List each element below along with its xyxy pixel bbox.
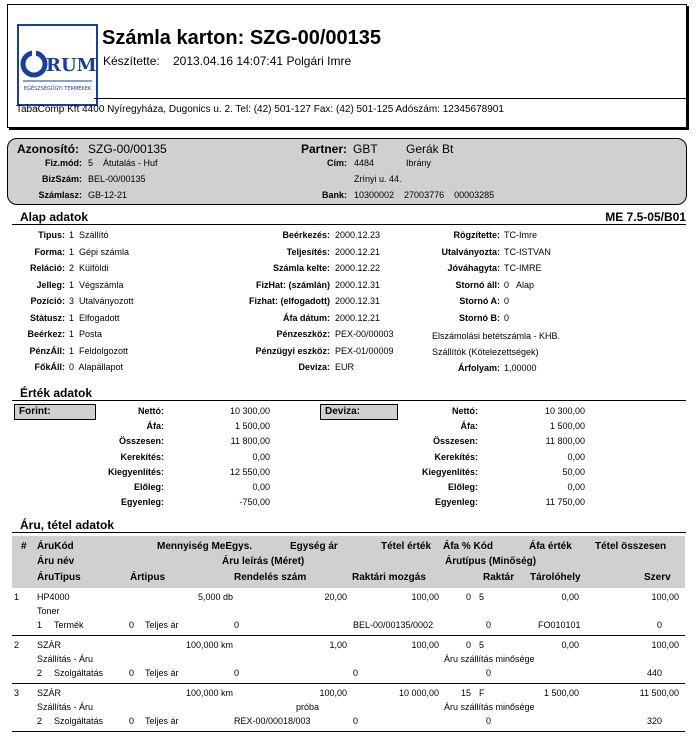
partner-name: Gerák Bt <box>406 142 454 156</box>
row-number: 2 <box>14 640 20 650</box>
col-szerv: Szerv <box>644 572 671 583</box>
row-type-code: 1 <box>37 620 43 630</box>
deviza-row-label: Összesen: <box>432 436 478 447</box>
field-value: 1 Szállító <box>69 230 109 240</box>
field-value: 2000.12.31 <box>335 296 381 306</box>
row-szerv: 440 <box>646 668 662 678</box>
header-divider <box>94 98 686 99</box>
row-warehouse: 0 <box>486 620 492 630</box>
row-arukod: HP4000 <box>37 592 70 602</box>
row-order-number: REX-00/00018/003 <box>234 716 311 726</box>
field-label: FőkÁll: <box>34 362 65 372</box>
row-vat-pct: 0 <box>465 592 471 602</box>
row-quantity: 100,000 km <box>185 640 233 650</box>
row-unit-price: 100,00 <box>319 688 347 698</box>
field-value: TC-IMRE <box>504 263 542 273</box>
row-vat-pct: 15 <box>460 688 471 698</box>
col-raktarimozgas: Raktári mozgás <box>352 572 426 583</box>
row-value: 100,00 <box>411 640 439 650</box>
row-warehouse: 0 <box>486 668 492 678</box>
col-aruleiras: Áru leírás (Méret) <box>222 556 305 567</box>
row-vat-code: 5 <box>479 592 485 602</box>
field-label: Forma: <box>34 246 65 257</box>
szamlasz-label: Számlasz: <box>38 190 82 200</box>
logo-subtext: EGÉSZSÉGÜGYI TERMÉKEK <box>23 86 92 92</box>
cim-street: Zrínyi u. 44. <box>354 174 402 184</box>
rumed-logo-icon <box>19 26 96 104</box>
field-label: Stornó áll: <box>455 279 500 290</box>
created-label: Készítette: <box>103 54 160 68</box>
field-value: PEX-00/00003 <box>335 329 394 339</box>
field-value: 3 Utalványozott <box>69 296 134 306</box>
field-value: 2 Külföldi <box>69 263 109 273</box>
section-divider <box>12 532 686 533</box>
col-arunev: Áru név <box>37 556 75 567</box>
row-movement: 0 <box>353 716 359 726</box>
field-label: Pozíció: <box>30 296 65 306</box>
deviza-row-label: Előleg: <box>447 482 478 492</box>
fizmod-label: Fiz.mód: <box>45 158 82 168</box>
row-price-type: Teljes ár <box>145 668 179 678</box>
row-value: 10 000,00 <box>398 688 439 698</box>
arfolyam-label: Árfolyam: <box>457 363 500 373</box>
field-label: Teljesítés: <box>286 246 330 257</box>
section-title-ertek: Érték adatok <box>20 386 93 400</box>
field-value: 1 Posta <box>69 329 103 339</box>
field-value: 1 Elfogadott <box>69 312 120 323</box>
deviza-row-value: 0,00 <box>567 451 585 462</box>
field-label: Számla kelte: <box>272 263 330 273</box>
field-label: Utalványozta: <box>441 246 500 257</box>
items-table-header <box>12 536 685 588</box>
cim-zip: 4484 <box>354 158 375 168</box>
forint-label: Forint: <box>14 404 96 420</box>
id-label: Azonosító: <box>17 142 79 156</box>
deviza-row-value: 0,00 <box>567 482 585 492</box>
row-description: próba <box>296 702 320 712</box>
row-price-type: Teljes ár <box>145 716 179 726</box>
row-warehouse: 0 <box>486 716 492 726</box>
field-label: Reláció: <box>29 263 65 273</box>
field-label: Fizhat: (elfogadott) <box>249 296 330 306</box>
field-label: Stornó A: <box>459 296 500 306</box>
row-separator <box>12 683 685 684</box>
field-label: Pénzügyi eszköz: <box>255 345 330 356</box>
deviza-row-value: 11 800,00 <box>545 436 585 447</box>
row-name: Toner <box>37 606 60 616</box>
field-value: 0 <box>504 312 510 323</box>
deviza-label: Deviza: <box>320 404 398 420</box>
col-arutipus-minoseg: Árutípus (Minőség) <box>445 556 537 567</box>
field-value: 2000.12.21 <box>335 312 381 323</box>
form-code: ME 7.5-05/B01 <box>605 210 686 224</box>
row-type-name: Szolgáltatás <box>54 668 104 678</box>
deviza-row-value: 50,00 <box>562 466 585 477</box>
section-title-aru: Áru, tétel adatok <box>20 518 115 532</box>
forint-row-label: Áfa: <box>146 421 164 432</box>
created-value: 2013.04.16 14:07:41 Polgári Imre <box>173 54 352 68</box>
col-raktar: Raktár <box>483 572 515 583</box>
row-total: 100,00 <box>651 592 679 602</box>
field-label: Beérkezés: <box>282 230 330 240</box>
row-quality: Áru szállítás minősége <box>444 654 535 664</box>
row-movement: BEL-00/00135/0002 <box>353 620 434 630</box>
col-rendelesszam: Rendelés szám <box>234 572 307 583</box>
penzeszkoz-description: Elszámolási betétszámla - KHB. <box>432 331 561 341</box>
field-value: 0 <box>504 296 510 306</box>
col-egysegar: Egység ár <box>290 541 338 552</box>
field-label: FizHat: (számlán) <box>255 279 330 290</box>
forint-row-value: 0,00 <box>252 482 270 492</box>
forint-row-label: Összesen: <box>118 436 164 447</box>
field-label: Rögzítette: <box>453 230 500 240</box>
penzugyi-eszkoz-description: Szállítók (Kötelezettségek) <box>432 347 539 357</box>
forint-row-value: 11 800,00 <box>230 436 270 447</box>
field-value: 0 Alap <box>504 279 535 290</box>
col-artipus: Ártipus <box>130 572 165 583</box>
company-info-line: TabaComp Kft 4400 Nyíregyháza, Dugonics u. 2. Tel: (42) 501-127 Fax: (42) 501-125 Adószám: 12345678901 <box>16 104 504 115</box>
deviza-row-value: 11 750,00 <box>545 497 585 508</box>
deviza-row-value: 10 300,00 <box>544 406 585 416</box>
field-label: Áfa dátum: <box>283 312 330 323</box>
field-value: PEX-01/00009 <box>335 345 394 356</box>
partner-summary-box <box>7 138 687 205</box>
field-value: 1 Végszámla <box>69 279 124 290</box>
row-name: Szállítás - Áru <box>37 654 94 664</box>
deviza-row-label: Kiegyenlítés: <box>421 466 478 477</box>
partner-code: GBT <box>353 142 378 156</box>
col-arukod: ÁruKód <box>37 541 74 552</box>
deviza-row-label: Kerekítés: <box>434 451 478 462</box>
row-arukod: SZÁR <box>37 688 62 698</box>
field-value: 0 Alapállapot <box>69 362 124 372</box>
row-vat-value: 0,00 <box>561 592 579 602</box>
bank-value: 10300002 27003776 00003285 <box>354 190 495 200</box>
deviza-row-label: Egyenleg: <box>434 497 478 508</box>
forint-row-value: -750,00 <box>239 497 270 508</box>
row-order-number: 0 <box>234 620 240 630</box>
deviza-row-label: Áfa: <box>460 421 478 432</box>
arfolyam-value: 1,00000 <box>504 363 537 373</box>
row-name: Szállítás - Áru <box>37 702 94 712</box>
field-label: Jelleg: <box>36 279 65 290</box>
row-price-code: 0 <box>129 620 135 630</box>
field-value: 2000.12.21 <box>335 246 381 257</box>
field-value: EUR <box>335 362 355 372</box>
col-afakod: Áfa % Kód <box>443 541 493 552</box>
forint-row-value: 0,00 <box>252 451 270 462</box>
field-label: Pénzeszköz: <box>276 329 330 339</box>
row-separator <box>12 731 685 732</box>
field-label: Tipus: <box>38 230 65 240</box>
forint-row-label: Előleg: <box>133 482 164 492</box>
forint-row-value: 1 500,00 <box>234 421 270 432</box>
row-price-code: 0 <box>129 716 135 726</box>
row-vat-value: 0,00 <box>561 640 579 650</box>
row-total: 11 500,00 <box>639 688 679 698</box>
forint-row-label: Egyenleg: <box>120 497 164 508</box>
field-value: 1 Gépi számla <box>69 246 130 257</box>
section-title-alap: Alap adatok <box>20 210 89 224</box>
section-divider <box>12 400 686 401</box>
bizszam-value: BEL-00/00135 <box>88 174 146 184</box>
row-vat-code: F <box>479 688 485 698</box>
col-afaertek: Áfa érték <box>529 541 572 552</box>
forint-row-label: Nettó: <box>138 406 164 416</box>
field-label: Státusz: <box>29 312 65 323</box>
forint-row-value: 12 550,00 <box>229 466 270 477</box>
deviza-row-label: Nettó: <box>452 406 478 416</box>
section-divider <box>12 224 686 225</box>
row-vat-code: 5 <box>479 640 485 650</box>
row-location: FO010101 <box>538 620 581 630</box>
row-price-code: 0 <box>129 668 135 678</box>
row-unit-price: 1,00 <box>329 640 347 650</box>
bank-label: Bank: <box>321 190 347 200</box>
logo-text: RUM <box>46 55 96 76</box>
field-value: 2000.12.22 <box>335 263 381 273</box>
field-value: 1 Feldolgozott <box>69 345 129 356</box>
row-type-code: 2 <box>37 668 43 678</box>
field-label: Beérkez: <box>27 329 65 339</box>
row-quality: Áru szállítás minősége <box>444 702 535 712</box>
deviza-row-value: 1 500,00 <box>549 421 585 432</box>
row-type-name: Termék <box>54 620 84 630</box>
col-tetelertek: Tétel érték <box>381 541 432 552</box>
row-quantity: 5,000 db <box>197 592 233 602</box>
col-mennyiseg: Mennyiség MeEgys. <box>157 541 253 552</box>
row-total: 100,00 <box>651 640 679 650</box>
row-vat-value: 1 500,00 <box>543 688 579 698</box>
row-separator <box>12 635 685 636</box>
row-number: 1 <box>14 592 20 602</box>
field-value: 2000.12.31 <box>335 279 381 290</box>
partner-label: Partner: <box>300 142 347 156</box>
row-vat-pct: 0 <box>465 640 471 650</box>
id-value: SZG-00/00135 <box>88 142 167 156</box>
row-value: 100,00 <box>411 592 439 602</box>
bizszam-label: BizSzám: <box>41 174 82 184</box>
field-label: PénzÁll: <box>29 345 65 356</box>
row-number: 3 <box>14 688 20 698</box>
col-tetelosszesen: Tétel összesen <box>595 541 667 552</box>
company-logo <box>17 24 98 106</box>
cim-label: Cím: <box>327 158 347 168</box>
row-szerv: 0 <box>656 620 662 630</box>
report-header <box>7 4 687 128</box>
field-label: Jóváhagyta: <box>447 263 500 273</box>
forint-row-label: Kiegyenlítés: <box>107 466 164 477</box>
col-hash: # <box>21 541 27 552</box>
row-type-code: 2 <box>37 716 43 726</box>
forint-row-label: Kerekítés: <box>120 451 164 462</box>
row-order-number: 0 <box>234 668 240 678</box>
row-quantity: 100,000 km <box>185 688 233 698</box>
field-value: TC-ISTVAN <box>504 246 551 257</box>
field-value: 2000.12.23 <box>335 230 381 240</box>
forint-row-value: 10 300,00 <box>229 406 270 416</box>
row-szerv: 320 <box>646 716 662 726</box>
field-label: Deviza: <box>298 362 330 372</box>
report-title: Számla karton: SZG-00/00135 <box>102 27 382 49</box>
field-value: TC-Imre <box>504 230 537 240</box>
row-type-name: Szolgáltatás <box>54 716 104 726</box>
col-arutipus: ÁruTipus <box>37 572 81 583</box>
row-unit-price: 20,00 <box>324 592 347 602</box>
fizmod-value: 5 Átutalás - Huf <box>88 158 158 168</box>
row-arukod: SZÁR <box>37 640 62 650</box>
col-tarolohely: Tárolóhely <box>530 572 581 583</box>
row-movement: 0 <box>353 668 359 678</box>
szamlasz-value: GB-12-21 <box>88 190 128 200</box>
cim-city: Ibrány <box>406 158 432 168</box>
row-price-type: Teljes ár <box>145 620 179 630</box>
field-label: Stornó B: <box>459 312 500 323</box>
